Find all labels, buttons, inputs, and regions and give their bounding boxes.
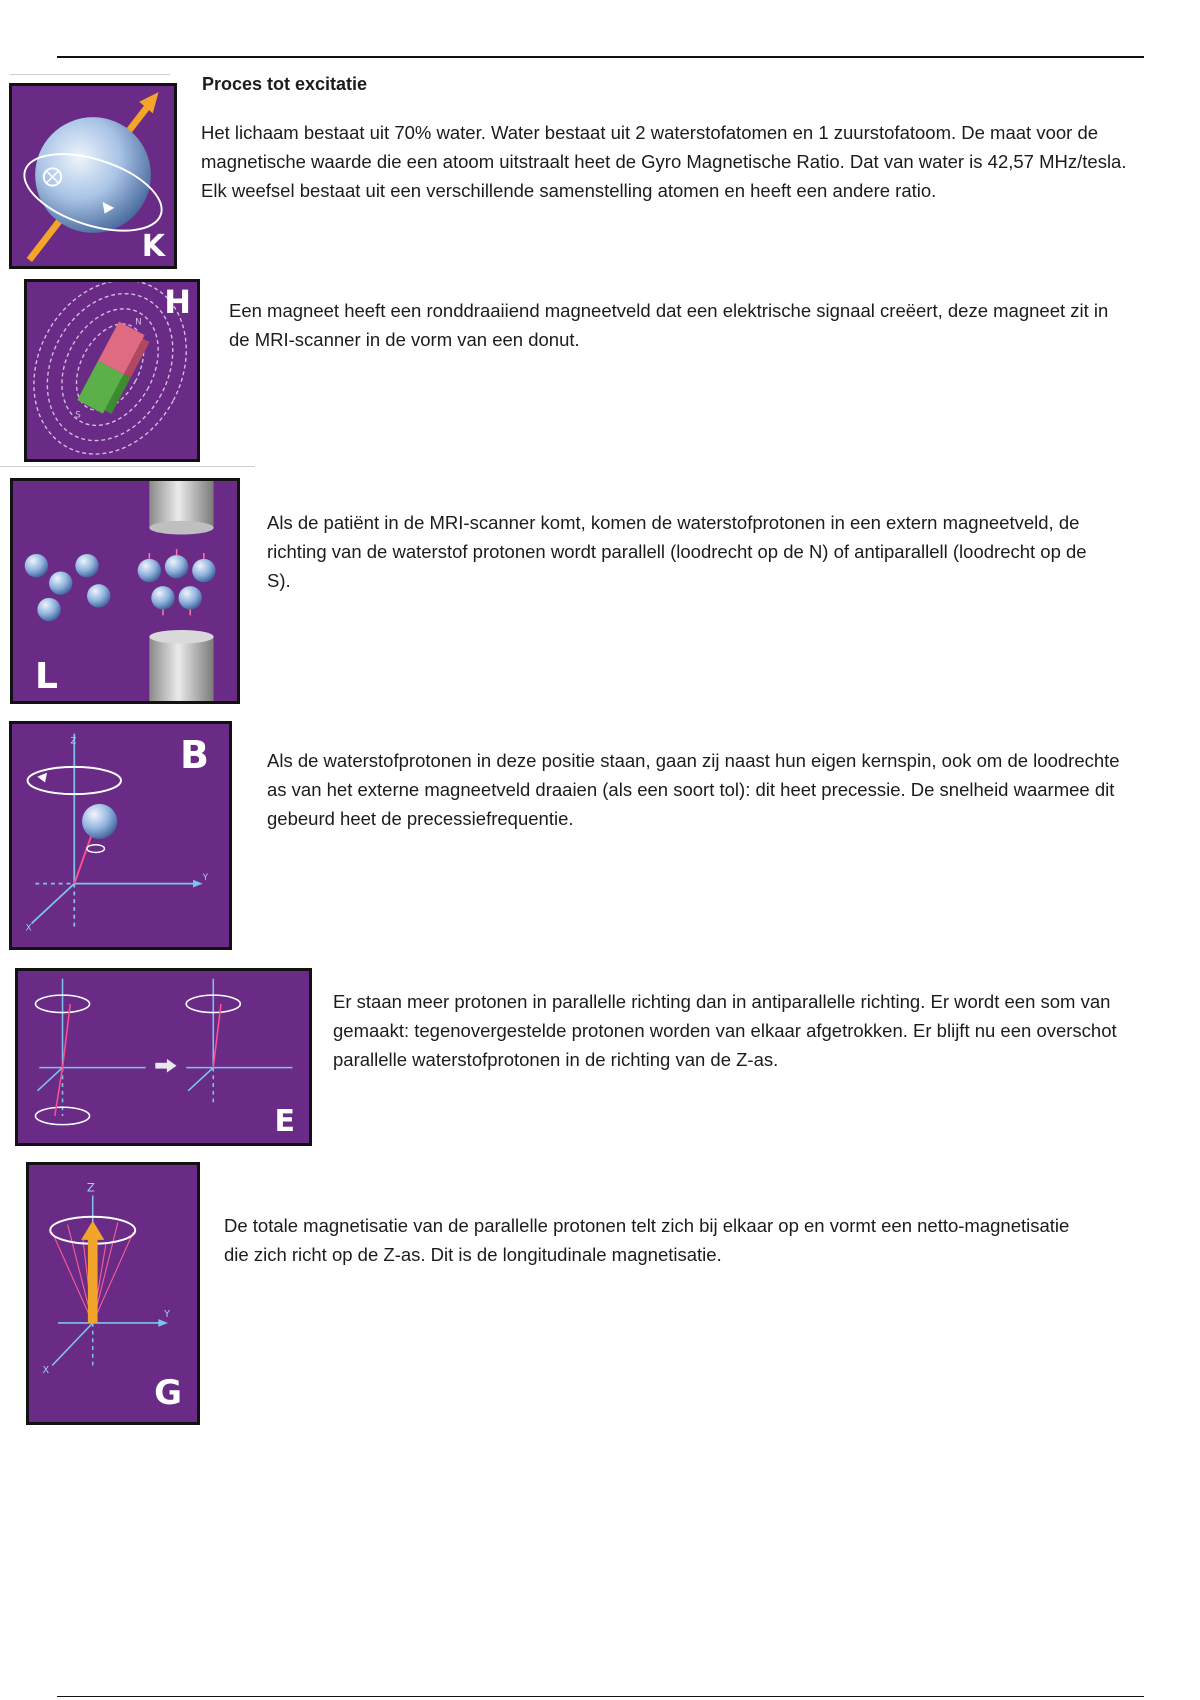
figure-e [15,968,312,1146]
svg-text:Y: Y [202,872,209,883]
paragraph-k: Het lichaam bestaat uit 70% water. Water bestaat uit 2 waterstofatomen en 1 zuurstofatoom. De maat voor de magnetische waarde die een atoom uitstraalt heet de Gyro Magnetische Ratio. Dat van water is 42,57 MHz/tesla. Elk weefsel bestaat uit een verschillende samenstelling atomen en heeft een andere ratio. [201,122,1127,201]
figure-k [9,83,177,269]
figure-h [24,279,200,462]
svg-text:Z: Z [86,1180,95,1195]
svg-text:X: X [25,923,32,934]
figure-label-h: H [164,283,191,321]
divider [10,74,170,75]
svg-text:N: N [135,317,142,328]
figure-g [26,1162,200,1425]
figure-l [10,478,240,704]
paragraph-g: De totale magnetisatie van de parallelle protonen telt zich bij elkaar op en vormt een netto-magnetisatie die zich richt op de Z-as. Dit is de longitudinale magnetisatie. [224,1215,1070,1265]
svg-text:X: X [42,1365,50,1377]
figure-label-l: L [35,656,58,697]
footer-rule [57,1696,1144,1697]
paragraph-e: Er staan meer protonen in parallelle richting dan in antiparallelle richting. Er wordt een som van gemaakt: tegenovergestelde protonen worden van elkaar afgetrokken. Er blijft nu een overschot parallelle waterstofprotonen in de richting van de Z-as. [333,991,1117,1070]
section-title: Proces tot excitatie [202,74,368,94]
figure-label-k: K [141,229,165,264]
figure-b [9,721,232,950]
svg-text:S: S [75,410,81,421]
figure-label-g: G [154,1373,182,1413]
paragraph-b: Als de waterstofprotonen in deze positie staan, gaan zij naast hun eigen kernspin, ook om de loodrechte as van het externe magneetveld draaien (als een soort tol): dit heet precessie. De snelheid waarmee dit gebeurd heet de precessiefrequentie. [267,750,1120,829]
figure-label-b: B [180,733,209,777]
figure-label-e: E [274,1104,295,1139]
divider [0,466,255,467]
svg-text:Z: Z [70,736,77,747]
net-magnetization-sum-icon [18,971,309,1143]
paragraph-h: Een magneet heeft een ronddraaiiend magneetveld dat een elektrische signaal creëert, deze magneet zit in de MRI-scanner in de vorm van een donut. [229,300,1109,350]
svg-text:Y: Y [164,1309,171,1321]
paragraph-l: Als de patiënt in de MRI-scanner komt, komen de waterstofprotonen in een extern magneetveld, de richting van de waterstof protonen wordt parallell (loodrecht op de N) of antiparallell (loodrecht op de S). [267,512,1087,591]
header-rule [57,56,1144,58]
